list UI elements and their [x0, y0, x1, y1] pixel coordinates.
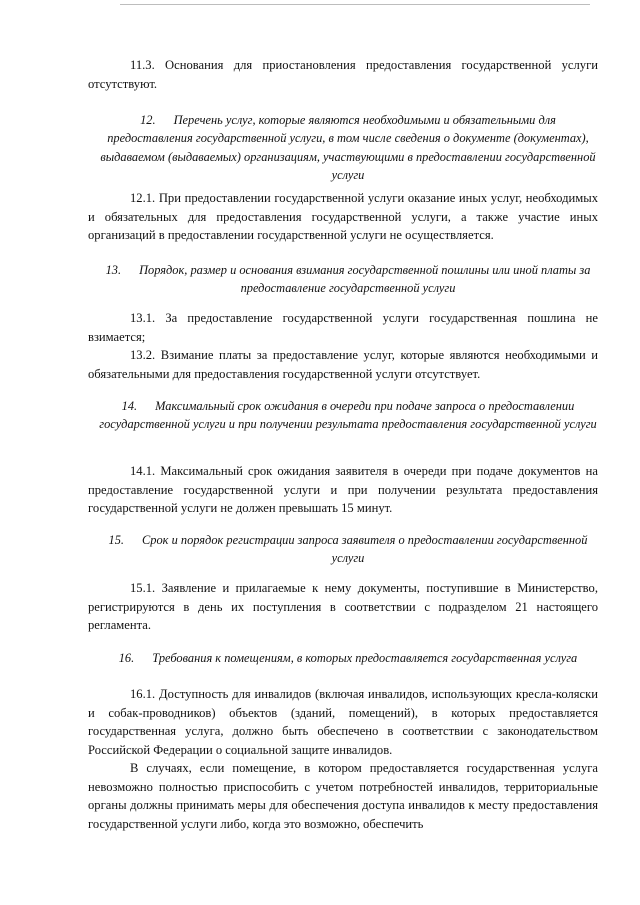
section-11-body: [88, 56, 598, 93]
paragraph-11-3: 11.3. Основания для приостановления предоставления государственной услуги отсутствуют.: [88, 58, 598, 91]
section-heading-14: [98, 397, 598, 434]
paragraph-14-1: 14.1. Максимальный срок ожидания заявителя в очереди при подаче документов на предоставление государственной услуги и при получении результата предоставления государственной услуги не должен превышать 15 минут.: [88, 464, 598, 515]
section-heading-13: [98, 261, 598, 298]
heading-number: 14.: [121, 399, 138, 413]
heading-text: Срок и порядок регистрации запроса заявителя о предоставлении государственной услуги: [142, 533, 588, 566]
section-heading-12: [98, 111, 598, 185]
section-heading-16: [98, 649, 598, 667]
paragraph-15-1: 15.1. Заявление и прилагаемые к нему документы, поступившие в Министерство, регистрируются в день их поступления в соответствии с подразделом 21 настоящего регламента.: [88, 581, 598, 632]
heading-number: 12.: [140, 113, 156, 127]
heading-number: 16.: [118, 651, 135, 665]
section-13-body: [88, 309, 598, 383]
heading-number: 15.: [108, 533, 125, 547]
paragraph-12-1: 12.1. При предоставлении государственной услуги оказание иных услуг, необходимых и обязательных для предоставления государственной услуги, а также участие иных организаций в предоставлении государственной услуги не осуществляется.: [88, 191, 598, 242]
section-12-body: [88, 189, 598, 245]
heading-text: Порядок, размер и основания взимания государственной пошлины или иной платы за предоставление государственной услуги: [139, 263, 591, 296]
heading-text: Максимальный срок ожидания в очереди при подаче запроса о предоставлении государственной услуги и при получении результата предоставления государственной услуги: [99, 399, 597, 432]
section-heading-15: [98, 531, 598, 568]
section-16-body: [88, 685, 598, 833]
paragraph-13-2: 13.2. Взимание платы за предоставление услуг, которые являются необходимыми и обязательными для предоставления государственной услуги отсутствует.: [88, 348, 598, 381]
heading-text: Перечень услуг, которые являются необходимыми и обязательными для предоставления государственной услуги, в том числе сведения о документе (документах), выдаваемом (выдаваемых) организациям, участвующими в предоставлении государственной услуги: [100, 113, 596, 183]
heading-number: 13.: [105, 263, 122, 277]
section-15-body: [88, 579, 598, 635]
paragraph-13-1: 13.1. За предоставление государственной услуги государственная пошлина не взимается;: [88, 311, 598, 344]
scan-top-edge: [120, 4, 590, 5]
paragraph-16-1: 16.1. Доступность для инвалидов (включая инвалидов, использующих кресла-коляски и собак-проводников) объектов (зданий, помещений), в которых предоставляется государственная услуга, должно быть обеспечено в соответствии с законодательством Российской Федерации о социальной защите инвалидов.: [88, 687, 598, 757]
section-14-body: [88, 462, 598, 518]
heading-text: Требования к помещениям, в которых предоставляется государственная услуга: [152, 651, 578, 665]
paragraph-16-2: В случаях, если помещение, в котором предоставляется государственная услуга невозможно полностью приспособить с учетом потребностей инвалидов, территориальные органы должны принимать меры для обеспечения доступа инвалидов к месту предоставления государственной услуги либо, когда это возможно, обеспечить: [88, 761, 598, 831]
